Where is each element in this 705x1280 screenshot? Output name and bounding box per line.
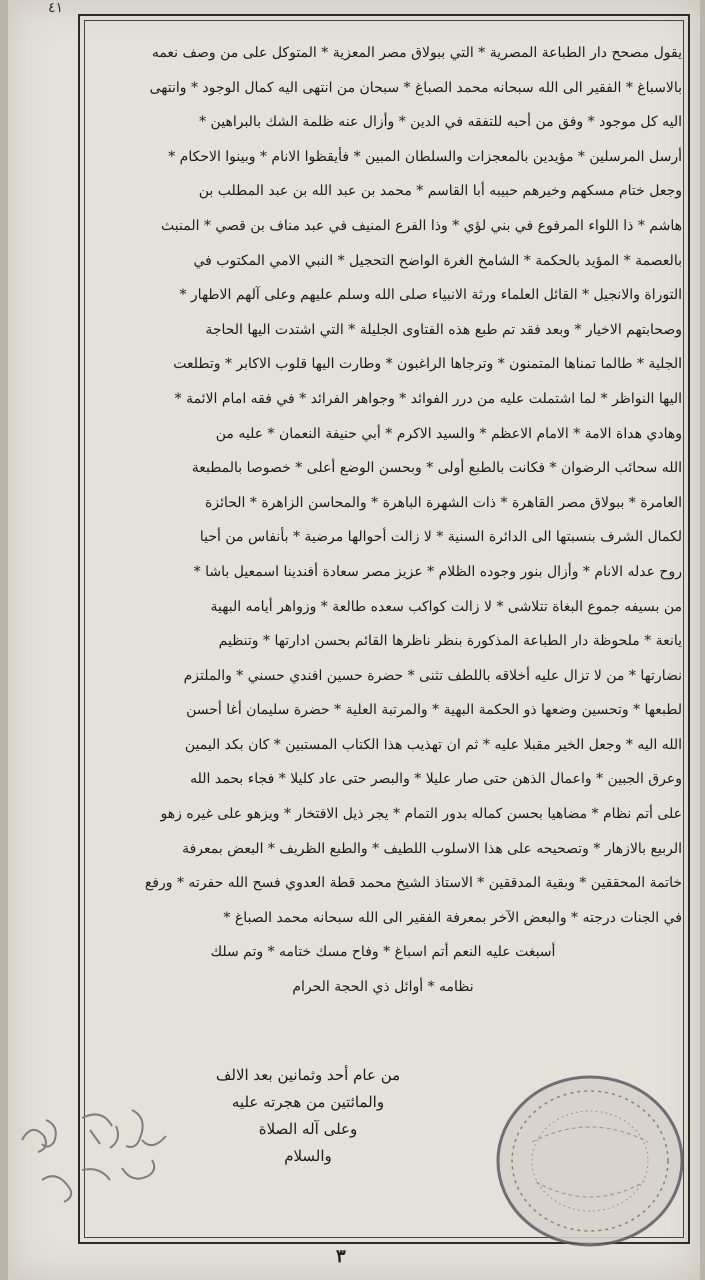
body-line: يانعة * ملحوظة دار الطباعة المذكورة بنظر ناظرها القائم بحسن ادارتها * وتنظيم <box>218 633 682 650</box>
body-line: في الجنات درجته * والبعض الآخر بمعرفة الفقير الى الله سبحانه محمد الصباغ * <box>223 909 682 926</box>
body-line: هاشم * ذا اللواء المرفوع في بني لؤي * وذا الفرع المنيف في عبد مناف بن قصي * المنبث <box>161 217 682 234</box>
body-line: وهادي هداة الامة * الامام الاعظم * والسيد الاكرم * أبي حنيفة النعمان * عليه من <box>215 425 682 442</box>
colophon-line: والمائتين من هجرته عليه <box>231 1093 385 1111</box>
body-line: وصحابتهم الاخيار * وبعد فقد تم طبع هذه الفتاوى الجليلة * التي اشتدت اليها الحاجة <box>205 321 682 338</box>
library-seal-stamp <box>492 1072 688 1250</box>
body-line: بالاسباغ * الفقير الى الله سبحانه محمد الصباغ * سبحان من انتهى اليه كمال الوجود * وانتهى <box>149 79 682 96</box>
body-line: يقول مصحح دار الطباعة المصرية * التي ببولاق مصر المعزية * المتوكل على من وصف نعمه <box>151 45 682 61</box>
colophon-line: من عام أحد وثمانين بعد الالف <box>215 1066 401 1084</box>
body-line: بالعصمة * المؤيد بالحكمة * الشامخ الغرة الواضح التحجيل * النبي الامي المكتوب في <box>193 252 682 269</box>
page-number: ٣ <box>336 1246 346 1267</box>
body-line: على أتم نظام * مضاهيا بحسن كماله بدور التمام * يجر ذيل الافتخار * ويزهو على غيره زهو <box>160 806 682 823</box>
body-line: العامرة * ببولاق مصر القاهرة * ذات الشهرة الباهرة * والمحاسن الزاهرة * الحائزة <box>205 494 682 511</box>
body-line: نظامه * أوائل ذي الحجة الحرام <box>292 979 474 996</box>
body-line: أرسل المرسلين * مؤيدين بالمعجزات والسلطان المبين * فأيقظوا الانام * وبينوا الاحكام * <box>168 148 682 165</box>
body-line: أسبغت عليه النعم أتم اسباغ * وفاح مسك ختامه * وتم سلك <box>210 944 556 961</box>
body-line: من بسيفه جموع البغاة تتلاشى * لا زالت كواكب سعده طالعة * وزواهر أيامه البهية <box>210 598 682 615</box>
body-text <box>84 36 682 1041</box>
colophon-line: والسلام <box>284 1147 332 1165</box>
body-line: روح عدله الانام * وأزال بنور وجوده الظلام * عزيز مصر سعادة أفندينا اسمعيل باشا * <box>193 563 682 580</box>
body-line: لطبعها * وتحسين وضعها ذو الحكمة البهية * والمرتبة العلية * حضرة سليمان أغا أحسن <box>186 702 682 719</box>
colophon <box>158 1062 458 1170</box>
body-line: وعرق الجبين * واعمال الذهن حتى صار عليلا * والبصر حتى عاد كليلا * فجاء بحمد الله <box>190 771 682 788</box>
body-line: اليها النواظر * لما اشتملت عليه من درر الفوائد * وجواهر الفرائد * في فقه امام الائمة * <box>174 390 682 407</box>
body-line: اليه كل موجود * وفق من أحبه للتفقه في الدين * وأزال عنه ظلمة الشك بالبراهين * <box>199 114 682 131</box>
body-line: الله سحائب الرضوان * فكانت بالطبع أولى * وبحسن الوضع أعلى * خصوصا بالمطبعة <box>191 460 682 477</box>
colophon-line: وعلى آله الصلاة <box>258 1120 358 1138</box>
book-page <box>8 0 700 1280</box>
body-line: نضارتها * من لا تزال عليه أخلاقه باللطف تثنى * حضرة حسين افندي حسني * والملتزم <box>183 667 682 684</box>
text-frame <box>78 14 690 1244</box>
top-page-number: ٤١ <box>48 0 64 16</box>
body-line: التوراة والانجيل * القائل العلماء ورثة الانبياء صلى الله وسلم عليهم وعلى آلهم الاطهار * <box>179 287 682 304</box>
body-line: لكمال الشرف بنسبتها الى الدائرة السنية * لا زالت أحوالها مرضية * بأنفاس من أحيا <box>199 529 682 546</box>
handwritten-pencil-annotation <box>12 1100 182 1210</box>
body-line: الله اليه * وجعل الخير مقبلا عليه * ثم ان تهذيب هذا الكتاب المستبين * كان بكد اليمين <box>184 736 682 753</box>
body-line: الجلية * طالما تمناها المتمنون * وترجاها الراغبون * وطارت اليها قلوب الاكابر * وتطلعت <box>173 356 682 373</box>
body-line: الربيع بالازهار * وتصحيحه على هذا الاسلوب اللطيف * والطبع الظريف * البعض بمعرفة <box>182 840 682 857</box>
body-line: خاتمة المحققين * وبقية المدققين * الاستاذ الشيخ محمد قطة العدوي فسح الله حفرته * ورفع <box>144 875 682 892</box>
body-line: وجعل ختام مسكهم وخيرهم حبيبه أبا القاسم * محمد بن عبد الله بن عبد المطلب بن <box>198 183 682 200</box>
